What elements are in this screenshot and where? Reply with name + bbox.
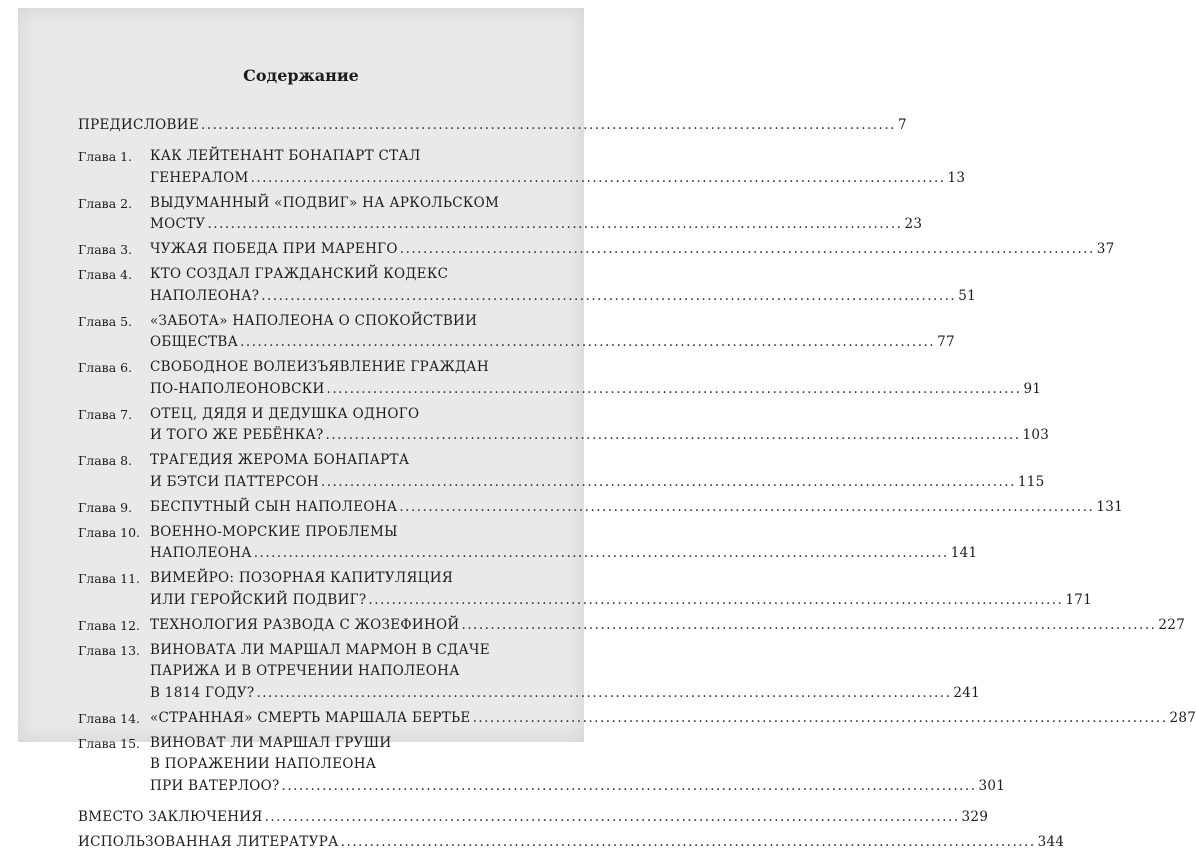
- entry-last-line: [150, 543, 522, 565]
- entry-last-line: [150, 379, 522, 401]
- entry-last-line: [150, 590, 522, 612]
- entry-title-line: ПРЕДИСЛОВИЕ: [78, 115, 199, 137]
- entry-last-line: [150, 425, 522, 447]
- toc-entry-chapter: [18, 311, 584, 354]
- dot-leader: ........................................................................................................................: [201, 115, 896, 137]
- dot-leader: ........................................................................................................................: [265, 807, 960, 829]
- entry-last-line: [150, 472, 522, 494]
- page-number: 103: [1023, 425, 1050, 447]
- page-title: Содержание: [18, 66, 584, 85]
- toc-entry-chapter: [18, 640, 584, 705]
- page-number: 91: [1024, 379, 1042, 401]
- entry-title-line: ОТЕЦ, ДЯДЯ И ДЕДУШКА ОДНОГО: [150, 406, 419, 422]
- entry-title-line: И ТОГО ЖЕ РЕБЁНКА?: [150, 425, 324, 447]
- toc-entry-chapter: [18, 357, 584, 400]
- chapter-label: Глава 3.: [78, 239, 132, 261]
- entry-title-line: ЧУЖАЯ ПОБЕДА ПРИ МАРЕНГО: [150, 239, 398, 261]
- entry-title-line: БЕСПУТНЫЙ СЫН НАПОЛЕОНА: [150, 497, 397, 519]
- entry-title-line: ВОЕННО-МОРСКИЕ ПРОБЛЕМЫ: [150, 524, 398, 540]
- page-number: 344: [1038, 832, 1065, 853]
- chapter-label: Глава 15.: [78, 733, 140, 755]
- entry-last-line: [150, 776, 522, 798]
- entry-last-line: [78, 832, 522, 853]
- page-number: 23: [904, 214, 922, 236]
- dot-leader: ........................................................................................................................: [400, 239, 1095, 261]
- dot-leader: ........................................................................................................................: [321, 472, 1016, 494]
- page-number: 287: [1170, 708, 1196, 730]
- page-number: 37: [1097, 239, 1115, 261]
- entry-line: [150, 357, 522, 379]
- entry-last-line: [150, 239, 522, 261]
- entry-title-line: ПАРИЖА И В ОТРЕЧЕНИИ НАПОЛЕОНА: [150, 663, 460, 679]
- dot-leader: ........................................................................................................................: [282, 776, 977, 798]
- entry-title-line: КТО СОЗДАЛ ГРАЖДАНСКИЙ КОДЕКС: [150, 266, 448, 282]
- toc-entry-chapter: [18, 264, 584, 307]
- entry-last-line: [150, 168, 522, 190]
- page-number: 227: [1158, 615, 1185, 637]
- entry-title-line: ВЫДУМАННЫЙ «ПОДВИГ» НА АРКОЛЬСКОМ: [150, 195, 499, 211]
- chapter-label: Глава 9.: [78, 497, 132, 519]
- entry-title-line: ВИНОВАТА ЛИ МАРШАЛ МАРМОН В СДАЧЕ: [150, 642, 490, 658]
- toc-entry-chapter: [18, 450, 584, 493]
- entry-last-line: [150, 286, 522, 308]
- entry-line: [150, 661, 522, 683]
- entry-last-line: [150, 332, 522, 354]
- page-number: 301: [979, 776, 1006, 798]
- toc-entry-chapter: [18, 568, 584, 611]
- page-number: 115: [1018, 472, 1045, 494]
- entry-line: [150, 754, 522, 776]
- entry-title-line: В ПОРАЖЕНИИ НАПОЛЕОНА: [150, 756, 376, 772]
- chapter-label: Глава 5.: [78, 311, 132, 333]
- entry-title-line: ИЛИ ГЕРОЙСКИЙ ПОДВИГ?: [150, 590, 366, 612]
- page-number: 241: [953, 683, 980, 705]
- chapter-label: Глава 4.: [78, 264, 132, 286]
- dot-leader: ........................................................................................................................: [326, 425, 1021, 447]
- chapter-label: Глава 14.: [78, 708, 140, 730]
- page-number: 13: [948, 168, 966, 190]
- toc-entry-preface: [18, 115, 584, 137]
- entry-title-line: ТЕХНОЛОГИЯ РАЗВОДА С ЖОЗЕФИНОЙ: [150, 615, 459, 637]
- page-number: 141: [951, 543, 978, 565]
- entry-title-line: «ЗАБОТА» НАПОЛЕОНА О СПОКОЙСТВИИ: [150, 313, 477, 329]
- dot-leader: ........................................................................................................................: [461, 615, 1156, 637]
- entry-title-line: НАПОЛЕОНА: [150, 543, 252, 565]
- entry-last-line: [78, 115, 522, 137]
- entry-line: [150, 193, 522, 215]
- page-number: 171: [1065, 590, 1092, 612]
- dot-leader: ........................................................................................................................: [399, 497, 1094, 519]
- entry-line: [150, 311, 522, 333]
- entry-title-line: ВИНОВАТ ЛИ МАРШАЛ ГРУШИ: [150, 735, 391, 751]
- toc-entry-conclusion: [18, 807, 584, 829]
- toc-entry-chapter: [18, 193, 584, 236]
- entry-title-line: ТРАГЕДИЯ ЖЕРОМА БОНАПАРТА: [150, 452, 409, 468]
- toc-entry-chapter: [18, 239, 584, 261]
- entry-line: [150, 264, 522, 286]
- chapter-label: Глава 8.: [78, 450, 132, 472]
- chapter-label: Глава 13.: [78, 640, 140, 662]
- chapter-label: Глава 6.: [78, 357, 132, 379]
- entry-title-line: В 1814 ГОДУ?: [150, 683, 254, 705]
- entry-last-line: [150, 214, 522, 236]
- book-page: [18, 8, 584, 742]
- toc-entry-chapter: [18, 733, 584, 798]
- dot-leader: ........................................................................................................................: [254, 543, 949, 565]
- dot-leader: ........................................................................................................................: [240, 332, 935, 354]
- chapter-label: Глава 1.: [78, 146, 132, 168]
- dot-leader: ........................................................................................................................: [261, 286, 956, 308]
- entry-line: [150, 404, 522, 426]
- entry-last-line: [150, 615, 522, 637]
- page-number: 51: [958, 286, 976, 308]
- entry-line: [150, 146, 522, 168]
- dot-leader: ........................................................................................................................: [251, 168, 946, 190]
- entry-title-line: МОСТУ: [150, 214, 205, 236]
- entry-line: [150, 733, 522, 755]
- dot-leader: ........................................................................................................................: [473, 708, 1168, 730]
- entry-last-line: [150, 683, 522, 705]
- entry-title-line: «СТРАННАЯ» СМЕРТЬ МАРШАЛА БЕРТЬЕ: [150, 708, 471, 730]
- entry-line: [150, 568, 522, 590]
- entry-title-line: ИСПОЛЬЗОВАННАЯ ЛИТЕРАТУРА: [78, 832, 339, 853]
- toc-entry-chapter: [18, 522, 584, 565]
- entry-title-line: КАК ЛЕЙТЕНАНТ БОНАПАРТ СТАЛ: [150, 148, 421, 164]
- entry-line: [150, 522, 522, 544]
- entry-title-line: НАПОЛЕОНА?: [150, 286, 259, 308]
- entry-line: [150, 640, 522, 662]
- chapter-label: Глава 12.: [78, 615, 140, 637]
- entry-title-line: СВОБОДНОЕ ВОЛЕИЗЪЯВЛЕНИЕ ГРАЖДАН: [150, 359, 489, 375]
- entry-title-line: ОБЩЕСТВА: [150, 332, 238, 354]
- entry-title-line: ПО-НАПОЛЕОНОВСКИ: [150, 379, 325, 401]
- entry-title-line: ПРИ ВАТЕРЛОО?: [150, 776, 280, 798]
- entry-line: [150, 450, 522, 472]
- chapter-label: Глава 11.: [78, 568, 140, 590]
- page-number: 77: [937, 332, 955, 354]
- toc-entry-chapter: [18, 615, 584, 637]
- chapter-label: Глава 7.: [78, 404, 132, 426]
- toc-entry-chapter: [18, 497, 584, 519]
- dot-leader: ........................................................................................................................: [327, 379, 1022, 401]
- page-number: 7: [898, 115, 907, 137]
- toc-entry-chapter: [18, 404, 584, 447]
- toc-entry-chapter: [18, 708, 584, 730]
- entry-title-line: ВИМЕЙРО: ПОЗОРНАЯ КАПИТУЛЯЦИЯ: [150, 570, 453, 586]
- chapter-label: Глава 2.: [78, 193, 132, 215]
- dot-leader: ........................................................................................................................: [256, 683, 951, 705]
- dot-leader: ........................................................................................................................: [207, 214, 902, 236]
- page-number: 131: [1096, 497, 1123, 519]
- entry-title-line: И БЭТСИ ПАТТЕРСОН: [150, 472, 319, 494]
- toc-entry-literature: [18, 832, 584, 853]
- entry-title-line: ГЕНЕРАЛОМ: [150, 168, 249, 190]
- chapter-label: Глава 10.: [78, 522, 140, 544]
- page-number: 329: [962, 807, 989, 829]
- dot-leader: ........................................................................................................................: [368, 590, 1063, 612]
- dot-leader: ........................................................................................................................: [341, 832, 1036, 853]
- toc-entry-chapter: [18, 146, 584, 189]
- entry-last-line: [150, 708, 522, 730]
- entry-title-line: ВМЕСТО ЗАКЛЮЧЕНИЯ: [78, 807, 263, 829]
- entry-last-line: [150, 497, 522, 519]
- entry-last-line: [78, 807, 522, 829]
